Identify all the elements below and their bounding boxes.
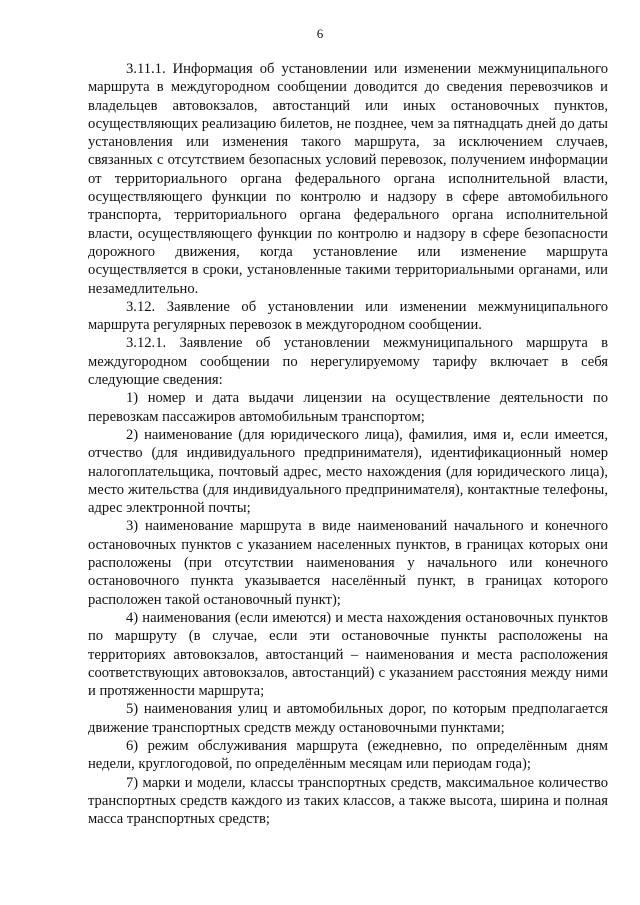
list-item-7: 7) марки и модели, классы транспортных средств, максимальное количество транспортных средств каждого из таких классов, а также высота, ширина и полная масса транспортных средств;	[88, 774, 608, 828]
list-item-3: 3) наименование маршрута в виде наименований начального и конечного остановочных пунктов с указанием населенных пунктов, в границах которых они расположены (при отсутствии наименования у начального или конечного остановочного пункта указывается населённый пункт, в границах которого расположен такой остановочный пункт);	[88, 518, 608, 608]
paragraph-3-12-1: 3.12.1. Заявление об установлении межмуниципального маршрута в междугородном сообщении по нерегулируемому тарифу включает в себя следующие сведения:	[88, 335, 608, 389]
document-body	[88, 60, 608, 828]
list-item-5: 5) наименования улиц и автомобильных дорог, по которым предполагается движение транспортных средств между остановочными пунктами;	[88, 701, 608, 736]
list-item-6: 6) режим обслуживания маршрута (ежедневно, по определённым дням недели, круглогодовой, по определённым месяцам или периодам года);	[88, 737, 608, 773]
list-item-2: 2) наименование (для юридического лица), фамилия, имя и, если имеется, отчество (для индивидуального предпринимателя), идентификационный номер налогоплательщика, почтовый адрес, место нахождения (для юридического лица), место жительства (для индивидуального предпринимателя), контактные телефоны, адрес электронной почты;	[88, 426, 608, 517]
list-item-1: 1) номер и дата выдачи лицензии на осуществление деятельности по перевозкам пассажиров автомобильным транспортом;	[88, 390, 608, 425]
page-number: 6	[316, 26, 324, 41]
paragraph-3-11-1: 3.11.1. Информация об установлении или изменении межмуниципального маршрута в междугородном сообщении доводится до сведения перевозчиков и владельцев автовокзалов, автостанций или иных остановочных пунктов, осуществляющих реализацию билетов, не позднее, чем за пятнадцать дней до даты установления или изменения такого маршрута, за исключением случаев, связанных с отсутствием безопасных условий перевозок, получением информации от территориального органа федерального органа исполнительной власти, осуществляющего функции по контролю и надзору в сфере автомобильного транспорта, территориального органа федерального органа исполнительной власти, осуществляющего функции по контролю и надзору в сфере безопасности дорожного движения, когда установление или изменение маршрута осуществляется в сроки, установленные такими территориальными органами, или незамедлительно.	[88, 61, 608, 297]
list-item-4: 4) наименования (если имеются) и места нахождения остановочных пунктов по маршруту (в случае, если эти остановочные пункты расположены на территориях автовокзалов, автостанций – наименования и места расположения соответствующих автовокзалов, автостанций) с указанием расстояния между ними и протяженности маршрута;	[88, 609, 608, 700]
paragraph-3-12: 3.12. Заявление об установлении или изменении межмуниципального маршрута регулярных перевозок в междугородном сообщении.	[88, 298, 608, 334]
